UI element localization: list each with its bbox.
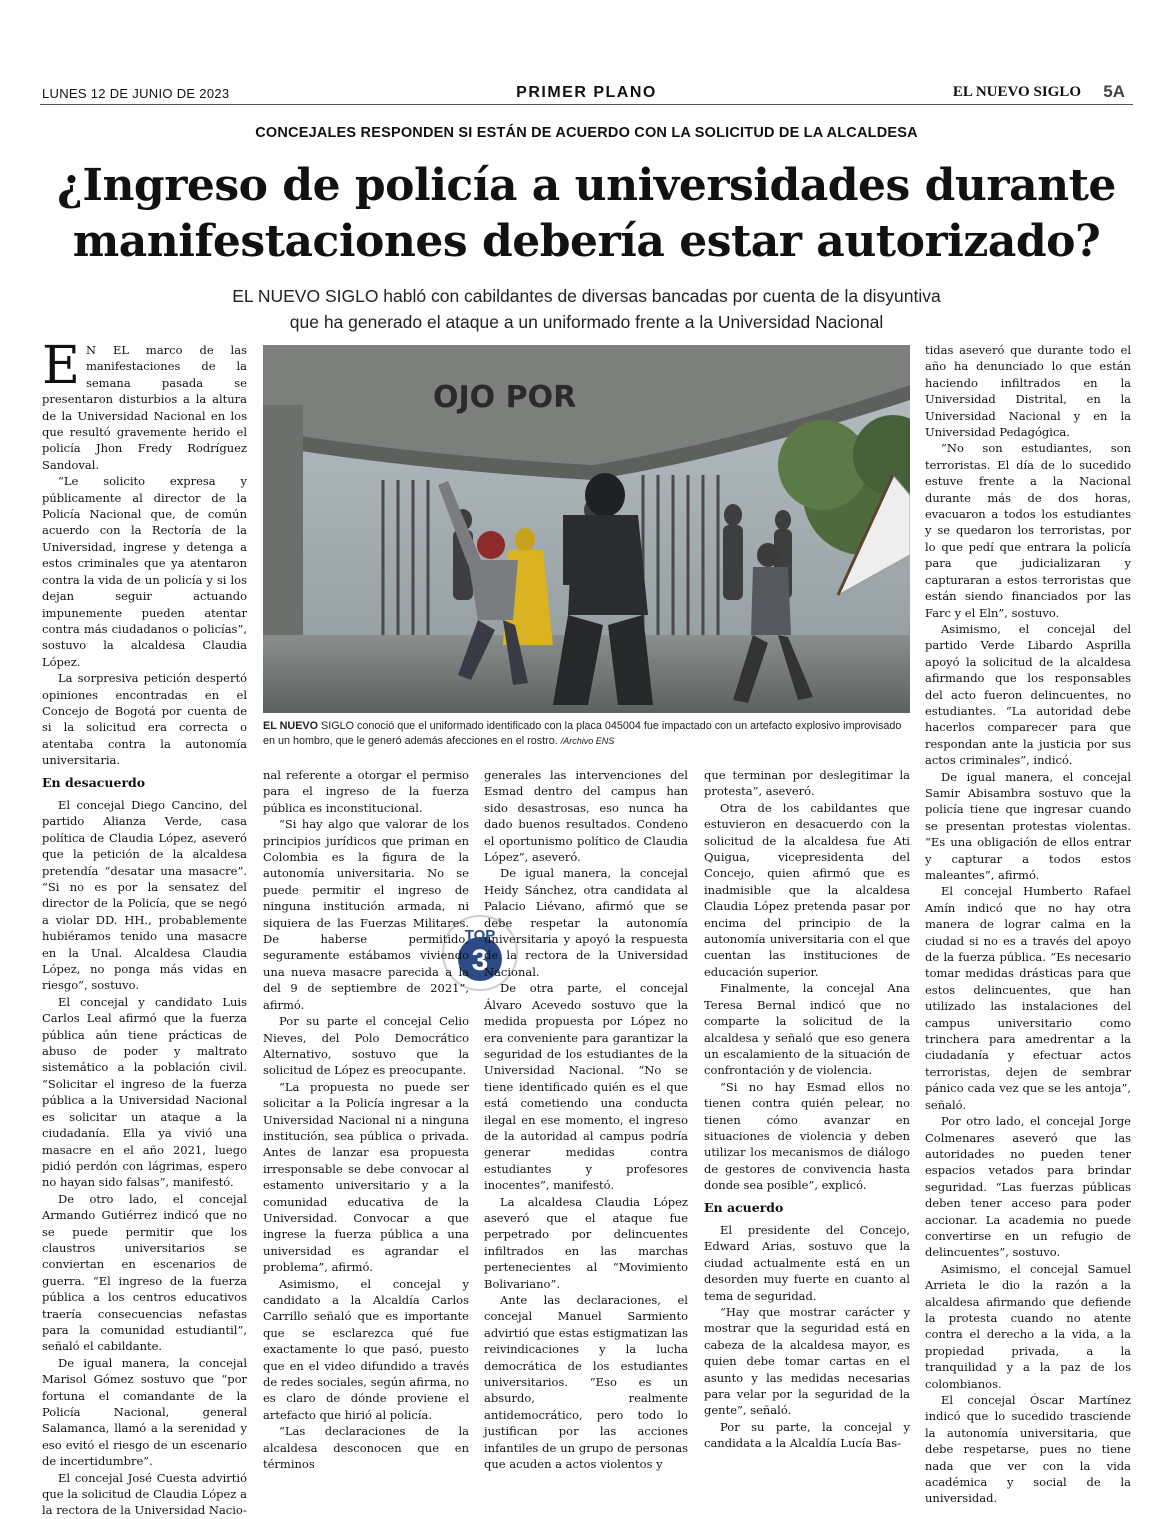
protest-photo-illustration xyxy=(263,345,910,713)
paragraph: Otra de los cabildantes que estuvieron en desacuerdo con la solicitud de la alcaldesa fue Ati Quigua, vicepresidenta del Concejo, quien afirmó que es inadmisible que la alcaldesa Claudia López pretenda pasar por encima del principio de la autonomía universitaria con el que cuentan las instituciones de educación superior. xyxy=(704,800,910,979)
article-column-3 xyxy=(484,767,688,1472)
caption-credit: /Archivo ENS xyxy=(560,736,615,746)
paragraph: Asimismo, el concejal Samuel Arrieta le dio la razón a la alcaldesa afirmando que defiende la protesta cuando no atente contra el derecho a la vida, a la propiedad privada, a la tranquilidad y a la paz de los colombianos. xyxy=(925,1261,1131,1391)
paragraph: La alcaldesa Claudia López aseveró que el ataque fue perpetrado por delincuentes infiltrados en las marchas pertenecientes al “Movimiento Bolivariano”. xyxy=(484,1194,688,1291)
headline-line-2: manifestaciones debería estar autorizado? xyxy=(72,216,1101,267)
newspaper-brand: EL NUEVO SIGLO xyxy=(952,84,1081,100)
paragraph: “Las declaraciones de la alcaldesa desconocen que en términos xyxy=(263,1424,469,1472)
caption-text: SIGLO conoció que el uniformado identificado con la placa 045004 fue impactado con un artefacto explosivo improvisado en un hombro, que le generó además afecciones en el rostro. xyxy=(263,720,902,747)
article-column-1 xyxy=(42,336,247,1519)
paragraph: Asimismo, el concejal del partido Verde Libardo Asprilla apoyó la solicitud de la alcaldesa afirmando que los responsables del acto fueron delincuentes, no estudiantes. “La autoridad debe hacerlos comparecer para que respondan ante la justicia por sus actos criminales”, indicó. xyxy=(925,621,1131,768)
paragraph: nal referente a otorgar el permiso para el ingreso de la fuerza pública es inconstitucional. xyxy=(263,768,469,815)
paragraph: que terminan por deslegitimar la protesta”, aseveró. xyxy=(704,768,910,799)
paragraph: Por su parte el concejal Celio Nieves, del Polo Democrático Alternativo, sostuvo que la solicitud de López es preocupante. xyxy=(263,1014,469,1078)
graffiti-text: OJO POR xyxy=(433,380,577,415)
paragraph: “Si no hay Esmad ellos no tienen contra quién pelear, no tienen cómo avanzar en situaciones de violencia y deben utilizar los mecanismos de diálogo de gestores de convivencia hasta donde sea posible”, explicó. xyxy=(704,1079,910,1193)
header-date: LUNES 12 DE JUNIO DE 2023 xyxy=(42,86,230,101)
section-title: PRIMER PLANO xyxy=(516,84,657,101)
paragraph: “Hay que mostrar carácter y mostrar que la seguridad está en cabeza de la alcaldesa mayor, es quien debe tomar cartas en el asunto y las medidas necesarias para velar por la seguridad de la gente”, señaló. xyxy=(704,1305,910,1418)
header-divider xyxy=(40,104,1133,105)
article-subhead xyxy=(60,283,1113,335)
paragraph: El concejal José Cuesta advirtió que la solicitud de Claudia López a la rectora de la Universidad Nacio- xyxy=(42,1470,247,1518)
paragraph: Finalmente, la concejal Ana Teresa Bernal indicó que no comparte la solicitud de la alcaldesa y señaló que eso genera un escalamiento de la situación de confrontación y de violencia. xyxy=(704,981,910,1078)
subhead-line-2: que ha generado el ataque a un uniformado frente a la Universidad Nacional xyxy=(289,312,884,332)
paragraph: “La propuesta no puede ser solicitar a la Policía ingresar a la Universidad Nacional ni a ninguna institución, sea pública o privada. Antes de lanzar esa propuesta irresponsable se debe convocar al estamento universitario y a la comunidad educativa de la Universidad. Convocar a que ingrese la fuerza pública a una universidad es agrandar el problema”, afirmó. xyxy=(263,1079,469,1275)
article-column-5 xyxy=(925,342,1131,1507)
paragraph: Asimismo, el concejal y candidato a la Alcaldía Carlos Carrillo señaló que es importante que se esclarezca qué fue exactamente lo que pasó, puesto que en el video difundido a través de redes sociales, según afirma, no es claro de dónde proviene el artefacto que hirió al policía. xyxy=(263,1276,469,1422)
paragraph-text: N EL marco de las manifestaciones de la semana pasada se presentaron disturbios a la altura de la Universidad Nacional en los que resultó gravemente herido el policía Jhon Fredy Rodríguez Sandoval. xyxy=(42,343,247,472)
paragraph: El presidente del Concejo, Edward Arias, sostuvo que la ciudad actualmente está en un desorden muy fuerte en cuanto al tema de seguridad. xyxy=(704,1222,910,1303)
subhead-line-1: EL NUEVO SIGLO habló con cabildantes de diversas bancadas por cuenta de la disyuntiva xyxy=(232,286,941,306)
paragraph: Por su parte, la concejal y candidata a la Alcaldía Lucía Bas- xyxy=(704,1419,910,1451)
page-number: 5A xyxy=(1103,82,1125,101)
article-column-2 xyxy=(263,767,469,1472)
article-photo xyxy=(263,345,910,713)
paragraph: De otro lado, el concejal Armando Gutiérrez indicó que no se puede permitir que los claustros universitarios se conviertan en escenarios de guerra. “El ingreso de la fuerza pública a los centros educativos traería consecuencias nefastas para la comunidad estudiantil”, señaló el cabildante. xyxy=(42,1191,247,1354)
paragraph: “Le solicito expresa y públicamente al director de la Policía Nacional que, de común acuerdo con la Rectoría de la Universidad, ingrese y detenga a estos criminales que ya atentaron contra la vida de un policía y si los dejan seguir actuando impunemente pueden atentar contra más ciudadanos o policías”, sostuvo la alcaldesa Claudia López. xyxy=(42,474,247,669)
paragraph: El concejal Óscar Martínez indicó que lo sucedido trasciende la autonomía universitaria, que debe respetarse, pues no tiene nada que ver con la vida académica y social de la universidad. xyxy=(925,1393,1131,1506)
section-heading-acuerdo: En acuerdo xyxy=(704,1199,784,1215)
paragraph: “No son estudiantes, son terroristas. El día de lo sucedido estuve frente a la Nacional durante más de dos horas, evacuaron a todos los estudiantes y se quedaron los terroristas, por lo que pedí que entrara la policía para que judicializaran y capturaran a estos terroristas que están siendo financiados por las Farc y el Eln”, sostuvo. xyxy=(925,441,1131,620)
paragraph: De igual manera, la concejal Heidy Sánchez, otra candidata al Palacio Liévano, afirmó que se debe respetar la autonomía universitaria y apoyó la respuesta de la rectora de la Universidad Nacional. xyxy=(484,866,688,979)
article-column-4 xyxy=(704,767,910,1452)
paragraph: De otra parte, el concejal Álvaro Acevedo sostuvo que la medida propuesta por López no era conveniente para garantizar la seguridad de los estudiantes de la Universidad Nacional. “No se tiene identificado quién es el que está cometiendo una conducta ilegal en ese momento, el ingreso de la autoridad al campus podría generar medidas contra estudiantes y profesores inocentes”, manifestó. xyxy=(484,981,688,1193)
paragraph: De igual manera, el concejal Samir Abisambra sostuvo que la policía tiene que ingresar cuando se presentan protestas violentas. “Es una obligación de ellos entrar y capturar a todos estos maleantes”, afirmó. xyxy=(925,769,1131,882)
paragraph: El concejal y candidato Luis Carlos Leal afirmó que la fuerza pública aún tiene prácticas de abuso de poder y maltrato sistemático a la población civil. “Solicitar el ingreso de la fuerza pública a la Universidad Nacional es solicitar un ataque a la ciudadanía. Ella ya vivió una masacre en el año 2021, luego pidió perdón con lágrimas, espero no hayan sido falsas”, manifestó. xyxy=(42,994,247,1190)
paragraph xyxy=(42,336,247,473)
paragraph: La sorpresiva petición despertó opiniones encontradas en el Concejo de Bogotá por cuenta de si la solicitud era correcta o atentaba contra la autonomía universitaria. xyxy=(42,671,247,768)
paragraph: El concejal Humberto Rafael Amín indicó que no hay otra manera de lograr calma en la ciudad si no es a través del apoyo de la fuerza pública. “Es necesario tomar medidas drásticas para que estos delincuentes, que han utilizado las instalaciones del campus universitario como trinchera para amedrentar a la ciudadanía y efectuar actos terroristas, dejen de sembrar pánico cada vez que se les antoja”, señaló. xyxy=(925,884,1131,1112)
headline-line-1: ¿Ingreso de policía a universidades durante xyxy=(57,160,1116,211)
section-heading-desacuerdo: En desacuerdo xyxy=(42,774,146,790)
paragraph: “Si hay algo que valorar de los principios jurídicos que priman en Colombia es la figura de la autonomía universitaria. No se puede permitir el ingreso de ninguna institución armada, ni siquiera de las Fuerzas Militares. De haberse permitido, seguramente estábamos viviendo una nueva masacre parecida a la del 9 de septiembre de 2021”, afirmó. xyxy=(263,817,469,1012)
article-kicker: CONCEJALES RESPONDEN SI ESTÁN DE ACUERDO CON LA SOLICITUD DE LA ALCALDESA xyxy=(255,125,918,141)
badge-number: 3 xyxy=(471,944,489,977)
paragraph: tidas aseveró que durante todo el año ha denunciado lo que están haciendo infiltrados en la Universidad Distrital, en la Universidad Nacional y en la Universidad Pedagógica. xyxy=(925,343,1131,440)
caption-lead: EL NUEVO xyxy=(263,720,318,732)
paragraph: El concejal Diego Cancino, del partido Alianza Verde, casa política de Claudia López, aseveró que la petición de la alcaldesa pretendía “desatar una masacre”. “Si no es por la sensatez del director de la Policía, que se negó a violar DD. HH., probablemente hubiéramos tenido una masacre en la Unal. Alcaldesa Claudia López, no ponga más vidas en riesgo”, sostuvo. xyxy=(42,797,247,993)
paragraph: Ante las declaraciones, el concejal Manuel Sarmiento advirtió que estas estigmatizan las reivindicaciones y la lucha democrática de los estudiantes universitarios. “Eso es un absurdo, realmente antidemocrático, pero todo lo justifican por las acciones infantiles de un grupo de personas que acuden a actos violentos y xyxy=(484,1293,688,1472)
drop-cap: E xyxy=(42,336,80,396)
paragraph: generales las intervenciones del Esmad dentro del campus han sido desastrosas, eso nunca ha dado buenos resultados. Condeno el oportunismo político de Claudia López”, aseveró. xyxy=(484,768,688,865)
article-headline xyxy=(40,158,1133,270)
paragraph: De igual manera, la concejal Marisol Gómez sostuvo que “por fortuna el comandante de la Policía Nacional, general Salamanca, llamó a la serenidad y eso evitó el riesgo de un escenario de incertidumbre”. xyxy=(42,1355,247,1469)
badge-top-text: TOP xyxy=(464,927,496,944)
photo-caption xyxy=(263,719,910,749)
paragraph: Por otro lado, el concejal Jorge Colmenares aseveró que las autoridades no pueden tener espacios vetados para brindar seguridad. “Las fuerzas públicas deben tener acceso para poder accionar. La academia no puede convertirse en un refugio de delincuentes”, sostuvo. xyxy=(925,1114,1131,1260)
